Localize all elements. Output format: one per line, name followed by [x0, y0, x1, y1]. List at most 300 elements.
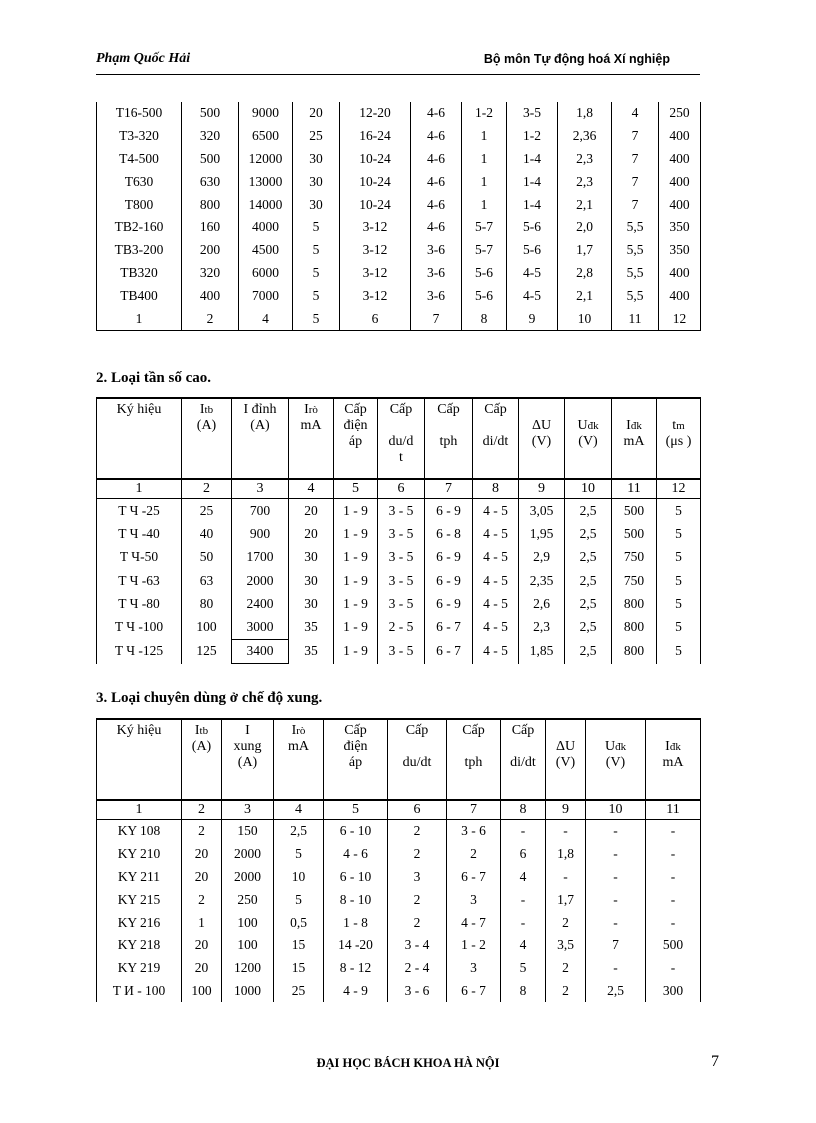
t3-cell: - [586, 957, 646, 980]
t3-cell: T И - 100 [97, 980, 182, 1003]
t2-h-symbol: Ký hiệu [97, 398, 182, 479]
t2-cell: T Ч -40 [97, 522, 182, 545]
t3-cell: 2 [546, 980, 586, 1003]
t3-cell: 5 [274, 843, 324, 866]
t2-cell: 800 [612, 615, 657, 639]
t3-row [97, 888, 701, 911]
t1-cell: 7 [411, 307, 462, 330]
t3-cell: 2 - 4 [388, 957, 447, 980]
t1-cell: 400 [659, 284, 701, 307]
t3-cell: 6 [501, 843, 546, 866]
t1-cell: 1-4 [507, 193, 558, 216]
t2-cell: T Ч -125 [97, 639, 182, 663]
t2-cell: 20 [289, 499, 334, 523]
t3-cell: 3,5 [546, 934, 586, 957]
t2-column-number: 12 [657, 479, 701, 499]
t2-cell: 30 [289, 569, 334, 592]
t1-cell: T3-320 [97, 125, 182, 148]
t1-cell: 2,3 [558, 170, 612, 193]
t2-cell: 4 - 5 [473, 546, 519, 569]
t1-cell: 5,5 [612, 216, 659, 239]
t1-cell: 3-6 [411, 284, 462, 307]
t1-cell: TB320 [97, 262, 182, 285]
t3-cell: - [586, 843, 646, 866]
t3-cell: KY 108 [97, 820, 182, 843]
t2-cell: 6 - 9 [425, 499, 473, 523]
t3-header-row [97, 719, 701, 800]
t1-cell: 4-5 [507, 284, 558, 307]
t2-header-row [97, 398, 701, 479]
t3-cell: 3 [447, 888, 501, 911]
t2-h-udk: Uđk (V) [565, 398, 612, 479]
t3-cell: 2 [182, 820, 222, 843]
t2-cell: 5 [657, 569, 701, 592]
t1-row [97, 262, 701, 285]
t3-cell: 2 [388, 843, 447, 866]
t2-h-dudt: Cấp du/d t [378, 398, 425, 479]
t2-row [97, 639, 701, 663]
t2-cell: 5 [657, 546, 701, 569]
t2-h-idk: Iđk mA [612, 398, 657, 479]
t1-cell: 1 [97, 307, 182, 330]
t1-cell: TB3-200 [97, 239, 182, 262]
t3-cell: - [546, 820, 586, 843]
t1-cell: 350 [659, 216, 701, 239]
t2-cell: 3400 [232, 639, 289, 663]
t1-cell: 350 [659, 239, 701, 262]
t3-cell: 4 - 7 [447, 911, 501, 934]
t1-cell: 16-24 [340, 125, 411, 148]
t2-cell: 2,5 [565, 499, 612, 523]
t3-row [97, 820, 701, 843]
t3-cell: 8 - 10 [324, 888, 388, 911]
t3-cell: 6 - 7 [447, 866, 501, 889]
t1-cell: 4500 [239, 239, 293, 262]
t3-cell: 4 - 6 [324, 843, 388, 866]
t1-cell: 4-5 [507, 262, 558, 285]
t1-cell: T800 [97, 193, 182, 216]
t2-column-number: 6 [378, 479, 425, 499]
t1-cell: T16-500 [97, 102, 182, 125]
t1-cell: 1 [462, 193, 507, 216]
t3-cell: 1200 [222, 957, 274, 980]
t1-cell: 1-2 [462, 102, 507, 125]
t3-cell: KY 210 [97, 843, 182, 866]
t2-column-number: 2 [182, 479, 232, 499]
t2-row [97, 592, 701, 615]
t3-cell: 2 [388, 888, 447, 911]
t2-h-itb: Itb (A) [182, 398, 232, 479]
t3-column-number: 1 [97, 800, 182, 820]
t3-cell: 250 [222, 888, 274, 911]
t1-row [97, 216, 701, 239]
t3-cell: 2 [388, 911, 447, 934]
t3-cell: - [586, 820, 646, 843]
t2-cell: T Ч -63 [97, 569, 182, 592]
header-department: Bộ môn Tự động hoá Xí nghiệp [483, 52, 670, 66]
t3-cell: 3 [447, 957, 501, 980]
t2-cell: 800 [612, 592, 657, 615]
t2-cell: 900 [232, 522, 289, 545]
t3-cell: 1 - 8 [324, 911, 388, 934]
t2-cell: 20 [289, 522, 334, 545]
t2-row [97, 499, 701, 523]
t2-row [97, 522, 701, 545]
header-divider [96, 74, 700, 75]
section-2-title: 2. Loại tần số cao. [96, 370, 212, 386]
t2-h-delta-u: ΔU (V) [519, 398, 565, 479]
t3-row [97, 866, 701, 889]
t3-cell: 1,8 [546, 843, 586, 866]
t2-cell: T Ч-50 [97, 546, 182, 569]
t1-row [97, 307, 701, 330]
t1-cell: 2,1 [558, 284, 612, 307]
t3-cell: - [646, 888, 701, 911]
t3-column-number: 5 [324, 800, 388, 820]
t1-cell: 9 [507, 307, 558, 330]
t2-cell: 5 [657, 499, 701, 523]
t3-cell: - [501, 820, 546, 843]
t1-cell: 2,8 [558, 262, 612, 285]
t1-cell: 30 [293, 170, 340, 193]
t2-cell: 100 [182, 615, 232, 639]
t1-cell: 5-7 [462, 239, 507, 262]
t1-cell: 200 [182, 239, 239, 262]
t2-h-voltage-class: Cấp điện áp [334, 398, 378, 479]
t3-column-number: 10 [586, 800, 646, 820]
t2-row [97, 569, 701, 592]
t3-h-tph: Cấp tph [447, 719, 501, 800]
t2-cell: 2,9 [519, 546, 565, 569]
t3-column-number: 7 [447, 800, 501, 820]
t2-cell: 4 - 5 [473, 499, 519, 523]
t3-cell: 100 [182, 980, 222, 1003]
t3-cell: 6 - 10 [324, 866, 388, 889]
t1-cell: 10-24 [340, 170, 411, 193]
t2-cell: 2,5 [565, 639, 612, 663]
t1-row [97, 284, 701, 307]
t3-row [97, 957, 701, 980]
t1-cell: 30 [293, 193, 340, 216]
t2-cell: 2,5 [565, 522, 612, 545]
t3-cell: KY 219 [97, 957, 182, 980]
t2-cell: 2400 [232, 592, 289, 615]
t2-cell: 6 - 9 [425, 569, 473, 592]
t2-cell: 5 [657, 639, 701, 663]
page-number: 7 [711, 1053, 719, 1070]
t3-cell: 20 [182, 866, 222, 889]
t1-cell: 7 [612, 148, 659, 171]
t3-cell: 6 - 10 [324, 820, 388, 843]
t2-cell: 1 - 9 [334, 592, 378, 615]
t3-column-number: 4 [274, 800, 324, 820]
t1-cell: 5 [293, 239, 340, 262]
t2-column-number: 3 [232, 479, 289, 499]
t1-cell: 10-24 [340, 148, 411, 171]
t1-cell: 7000 [239, 284, 293, 307]
t2-cell: 2 - 5 [378, 615, 425, 639]
t2-cell: T Ч -80 [97, 592, 182, 615]
t2-column-number: 10 [565, 479, 612, 499]
t1-cell: TB2-160 [97, 216, 182, 239]
t1-cell: 1-2 [507, 125, 558, 148]
t1-cell: 7 [612, 125, 659, 148]
t2-cell: 63 [182, 569, 232, 592]
t1-cell: 400 [659, 262, 701, 285]
t3-row [97, 911, 701, 934]
t3-cell: 100 [222, 934, 274, 957]
t2-cell: 6 - 9 [425, 592, 473, 615]
t1-cell: 25 [293, 125, 340, 148]
t2-cell: 1700 [232, 546, 289, 569]
table-high-frequency [96, 397, 701, 664]
t3-column-number: 6 [388, 800, 447, 820]
t1-cell: 7 [612, 170, 659, 193]
t2-cell: 3000 [232, 615, 289, 639]
t1-cell: 1 [462, 125, 507, 148]
t2-column-number: 4 [289, 479, 334, 499]
t3-cell: - [586, 866, 646, 889]
t3-cell: 0,5 [274, 911, 324, 934]
t3-cell: - [646, 843, 701, 866]
t2-cell: 3 - 5 [378, 569, 425, 592]
t1-cell: 3-5 [507, 102, 558, 125]
t3-cell: 2,5 [274, 820, 324, 843]
t2-cell: 1 - 9 [334, 522, 378, 545]
t1-cell: 2 [182, 307, 239, 330]
t3-cell: 1 - 2 [447, 934, 501, 957]
t1-cell: 1,7 [558, 239, 612, 262]
t3-cell: KY 218 [97, 934, 182, 957]
t2-cell: 3 - 5 [378, 499, 425, 523]
t2-cell: 4 - 5 [473, 569, 519, 592]
t3-h-dudt: Cấp du/dt [388, 719, 447, 800]
t1-cell: 500 [182, 148, 239, 171]
t2-cell: 500 [612, 499, 657, 523]
t3-column-number-row [97, 800, 701, 820]
t1-cell: 3-12 [340, 239, 411, 262]
t2-h-iro: Irò mA [289, 398, 334, 479]
t3-cell: 1,7 [546, 888, 586, 911]
t3-cell: 2 [546, 911, 586, 934]
t1-cell: 2,1 [558, 193, 612, 216]
t1-cell: 320 [182, 262, 239, 285]
t3-cell: 2 [388, 820, 447, 843]
t3-cell: 4 - 9 [324, 980, 388, 1003]
t2-cell: 25 [182, 499, 232, 523]
t3-cell: 8 [501, 980, 546, 1003]
t3-cell: - [646, 911, 701, 934]
t1-cell: 5,5 [612, 239, 659, 262]
t2-cell: 2,35 [519, 569, 565, 592]
t3-cell: - [586, 911, 646, 934]
t2-cell: 2,3 [519, 615, 565, 639]
t2-cell: 80 [182, 592, 232, 615]
t3-cell: 25 [274, 980, 324, 1003]
t1-cell: T4-500 [97, 148, 182, 171]
t1-cell: 2,36 [558, 125, 612, 148]
t1-cell: 400 [659, 170, 701, 193]
t1-row [97, 193, 701, 216]
t1-cell: 5 [293, 284, 340, 307]
t1-cell: 9000 [239, 102, 293, 125]
t2-row [97, 546, 701, 569]
t2-cell: 3,05 [519, 499, 565, 523]
t1-cell: 4-6 [411, 170, 462, 193]
t2-cell: 1,95 [519, 522, 565, 545]
t2-cell: 40 [182, 522, 232, 545]
t1-row [97, 170, 701, 193]
t2-cell: 800 [612, 639, 657, 663]
t3-row [97, 980, 701, 1003]
t2-cell: 5 [657, 615, 701, 639]
t2-cell: 4 - 5 [473, 592, 519, 615]
t1-cell: 5 [293, 307, 340, 330]
t2-cell: 4 - 5 [473, 615, 519, 639]
t2-cell: 35 [289, 615, 334, 639]
t3-cell: 3 - 6 [388, 980, 447, 1003]
t3-cell: 1000 [222, 980, 274, 1003]
t2-cell: 5 [657, 522, 701, 545]
t1-cell: 6000 [239, 262, 293, 285]
t2-cell: 1 - 9 [334, 569, 378, 592]
t1-cell: 5-6 [462, 262, 507, 285]
t3-cell: 7 [586, 934, 646, 957]
t1-cell: 5-6 [462, 284, 507, 307]
t3-h-udk: Uđk (V) [586, 719, 646, 800]
t2-cell: 3 - 5 [378, 639, 425, 663]
t1-row [97, 148, 701, 171]
t3-row [97, 934, 701, 957]
t3-cell: 300 [646, 980, 701, 1003]
t1-cell: 5 [293, 262, 340, 285]
t3-cell: - [546, 866, 586, 889]
t1-cell: 400 [182, 284, 239, 307]
t1-cell: 4-6 [411, 102, 462, 125]
t2-cell: 1,85 [519, 639, 565, 663]
t1-cell: 4000 [239, 216, 293, 239]
t2-column-number: 8 [473, 479, 519, 499]
t1-cell: 800 [182, 193, 239, 216]
t3-cell: 5 [501, 957, 546, 980]
t2-row [97, 615, 701, 639]
t3-row [97, 843, 701, 866]
t1-cell: 320 [182, 125, 239, 148]
t2-cell: 3 - 5 [378, 522, 425, 545]
t3-cell: - [501, 888, 546, 911]
t2-column-number-row [97, 479, 701, 499]
t3-cell: - [646, 866, 701, 889]
t2-cell: 6 - 9 [425, 546, 473, 569]
t2-cell: 2000 [232, 569, 289, 592]
t2-cell: 50 [182, 546, 232, 569]
t1-cell: 4 [612, 102, 659, 125]
t1-cell: 5-7 [462, 216, 507, 239]
t2-cell: 2,5 [565, 592, 612, 615]
t1-cell: 3-6 [411, 239, 462, 262]
t2-cell: 125 [182, 639, 232, 663]
t1-cell: 13000 [239, 170, 293, 193]
t3-h-ipulse: I xung (A) [222, 719, 274, 800]
t1-cell: 14000 [239, 193, 293, 216]
t1-cell: 3-12 [340, 262, 411, 285]
t2-h-tph: Cấp tph [425, 398, 473, 479]
t2-column-number: 9 [519, 479, 565, 499]
t2-column-number: 11 [612, 479, 657, 499]
t3-column-number: 9 [546, 800, 586, 820]
t3-cell: 14 -20 [324, 934, 388, 957]
t3-column-number: 2 [182, 800, 222, 820]
table-pulse-mode [96, 718, 701, 1002]
t2-cell: 2,5 [565, 569, 612, 592]
t2-cell: 500 [612, 522, 657, 545]
t3-cell: KY 211 [97, 866, 182, 889]
t1-cell: 4-6 [411, 148, 462, 171]
t2-cell: 30 [289, 592, 334, 615]
t3-cell: 2 [447, 843, 501, 866]
table-continued-thyristors [96, 102, 701, 331]
t3-column-number: 8 [501, 800, 546, 820]
t3-cell: 20 [182, 957, 222, 980]
t3-cell: 150 [222, 820, 274, 843]
t1-cell: 400 [659, 193, 701, 216]
t1-cell: 10-24 [340, 193, 411, 216]
t3-h-idk: Iđk mA [646, 719, 701, 800]
t2-cell: 3 - 5 [378, 592, 425, 615]
t2-cell: T Ч -25 [97, 499, 182, 523]
t2-column-number: 7 [425, 479, 473, 499]
t3-cell: - [501, 911, 546, 934]
t1-cell: 5 [293, 216, 340, 239]
t1-row [97, 102, 701, 125]
t1-cell: 12000 [239, 148, 293, 171]
t1-cell: 160 [182, 216, 239, 239]
t2-cell: 1 - 9 [334, 499, 378, 523]
t3-cell: 2 [182, 888, 222, 911]
t3-cell: 2 [546, 957, 586, 980]
t1-cell: 500 [182, 102, 239, 125]
t1-cell: 4-6 [411, 216, 462, 239]
t1-cell: 11 [612, 307, 659, 330]
t3-cell: 2000 [222, 843, 274, 866]
t2-cell: 3 - 5 [378, 546, 425, 569]
t3-cell: 4 [501, 866, 546, 889]
t2-cell: 700 [232, 499, 289, 523]
t1-cell: 2,0 [558, 216, 612, 239]
t1-cell: 630 [182, 170, 239, 193]
t3-column-number: 3 [222, 800, 274, 820]
t3-cell: 500 [646, 934, 701, 957]
t2-column-number: 5 [334, 479, 378, 499]
t1-row [97, 239, 701, 262]
t1-cell: 250 [659, 102, 701, 125]
t3-cell: 15 [274, 934, 324, 957]
t1-cell: 3-12 [340, 284, 411, 307]
t1-cell: 5-6 [507, 216, 558, 239]
t3-column-number: 11 [646, 800, 701, 820]
t1-cell: 30 [293, 148, 340, 171]
t1-cell: 1-4 [507, 170, 558, 193]
t1-cell: 10 [558, 307, 612, 330]
t2-cell: 6 - 7 [425, 639, 473, 663]
t1-cell: 20 [293, 102, 340, 125]
t3-cell: 8 - 12 [324, 957, 388, 980]
t3-cell: 2,5 [586, 980, 646, 1003]
t2-cell: 6 - 8 [425, 522, 473, 545]
t1-cell: 4-6 [411, 193, 462, 216]
t3-h-symbol: Ký hiệu [97, 719, 182, 800]
t1-cell: 4 [239, 307, 293, 330]
